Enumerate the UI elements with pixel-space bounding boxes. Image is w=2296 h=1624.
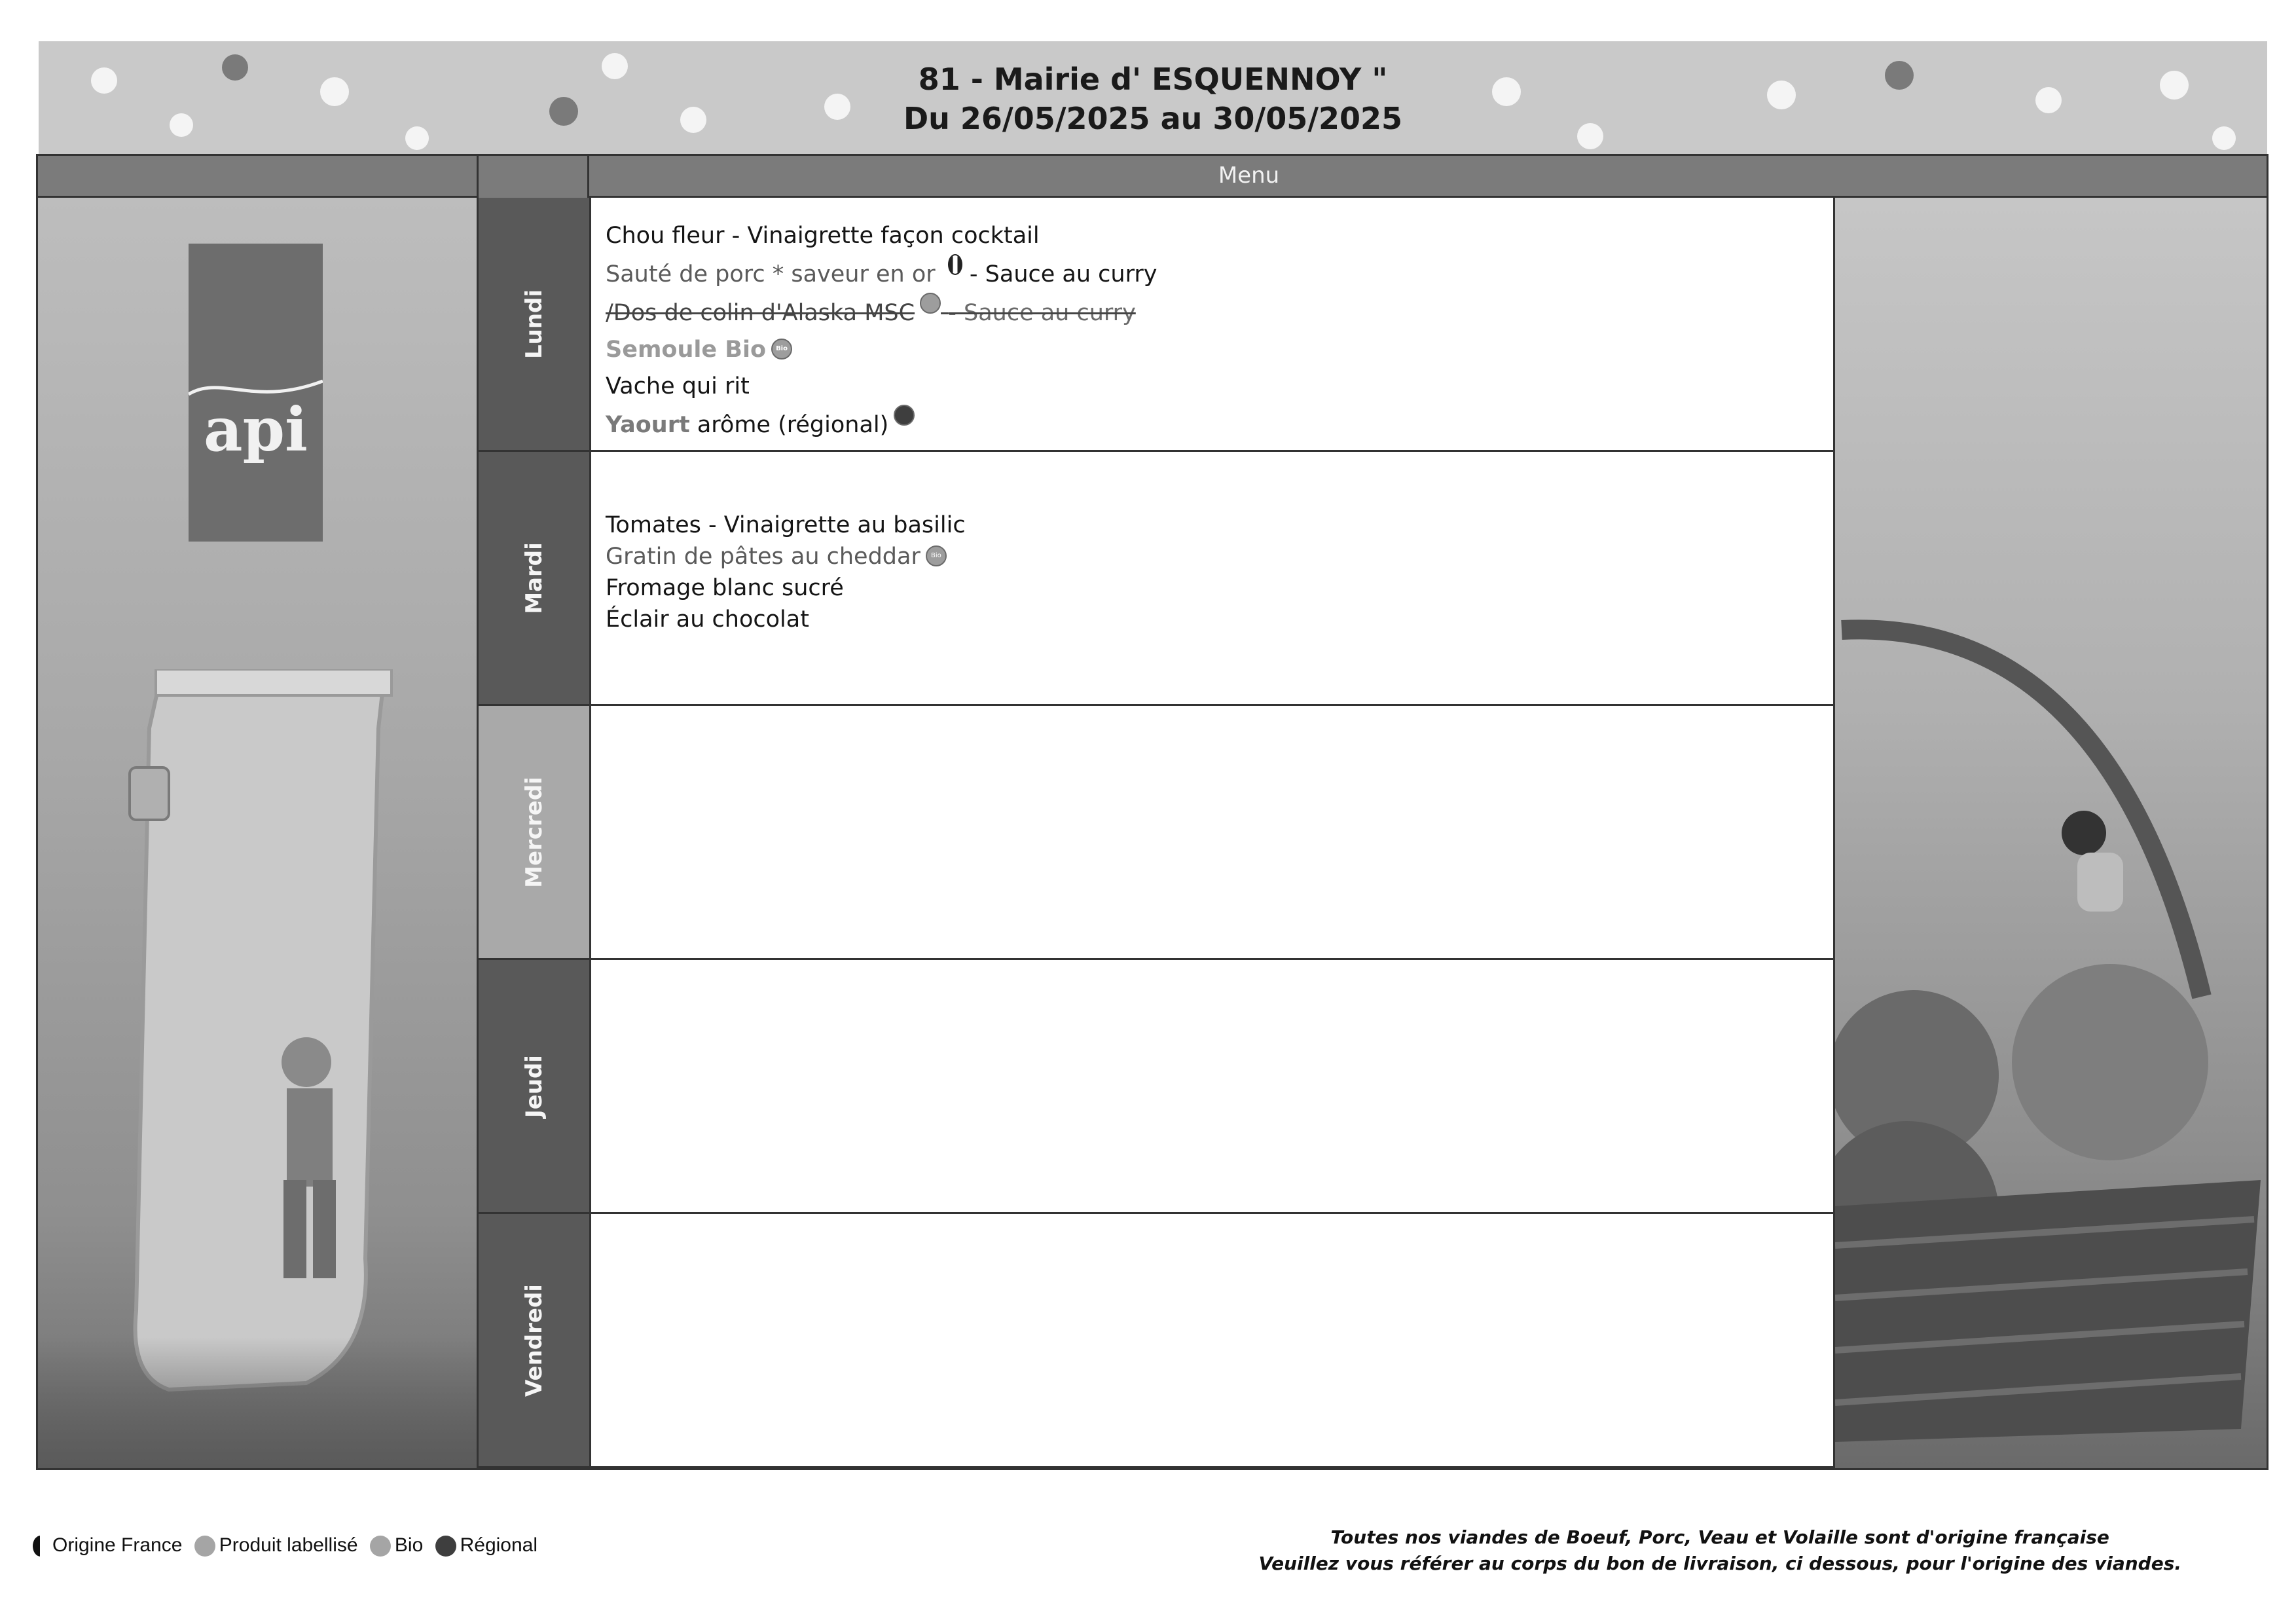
legend-label: Origine France: [52, 1534, 183, 1557]
menu-item-text: /Dos de colin d'Alaska MSC: [606, 300, 915, 326]
day-label: Mercredi: [520, 776, 547, 888]
menu-item-struck: [606, 293, 1157, 331]
menu-cell-jeudi: [589, 960, 1835, 1214]
title-block: [39, 60, 2267, 138]
menu-item-text: Sauté de porc * saveur en or: [606, 261, 936, 287]
menu-cell-lundi: [589, 198, 1835, 452]
bio-icon: Bio: [926, 545, 947, 566]
left-photo-panel: [38, 198, 477, 1468]
legend-bio: [370, 1534, 423, 1557]
menu-item: Chou fleur - Vinaigrette façon cocktail: [606, 223, 1040, 249]
apple-basket-illustration: [1835, 617, 2267, 1468]
notice-line: Toutes nos viandes de Boeuf, Porc, Veau et Volaille sont d'origine française: [1330, 1526, 2109, 1548]
legend-label: Bio: [394, 1534, 424, 1557]
notice-line: Veuillez vous référer au corps du bon de livraison, ci dessous, pour l'origine des viandes.: [1258, 1553, 2181, 1574]
bio-icon: [370, 1536, 391, 1557]
menu-item-text: Semoule Bio: [606, 337, 767, 363]
header-banner: [39, 41, 2267, 157]
bio-icon: Bio: [771, 339, 792, 360]
origine-france-icon: [33, 1536, 48, 1557]
menu-item: Vache qui rit: [606, 373, 750, 399]
label-icon: [920, 293, 941, 314]
menu-item: Éclair au chocolat: [606, 606, 809, 633]
origine-france-icon: [948, 254, 962, 275]
menu-items: [606, 509, 966, 635]
menu-item: Fromage blanc sucré: [606, 575, 844, 601]
menu-item: [606, 254, 1157, 293]
menu-cell-mercredi: [589, 706, 1835, 960]
day-label: Lundi: [520, 289, 547, 359]
day-cell-vendredi: [477, 1214, 589, 1468]
menu-item: [606, 331, 1157, 368]
grass-shadow: [38, 1337, 477, 1468]
day-label: Mardi: [520, 542, 547, 614]
day-column-header: [477, 156, 589, 198]
day-cell-mercredi: [477, 706, 589, 960]
menu-cell-vendredi: [589, 1214, 1835, 1468]
menu-frame: [36, 154, 2269, 1470]
date-range: Du 26/05/2025 au 30/05/2025: [903, 101, 1403, 136]
legend-label: Produit labellisé: [219, 1534, 358, 1557]
menu-item-sauce: - Sauce au curry: [948, 300, 1136, 326]
menu-item: Tomates - Vinaigrette au basilic: [606, 512, 966, 538]
day-cell-jeudi: [477, 960, 589, 1214]
menu-items: [606, 217, 1157, 443]
right-photo-panel: [1835, 198, 2267, 1468]
legend-origine-france: [33, 1534, 182, 1557]
menu-item-sauce: - Sauce au curry: [969, 261, 1157, 287]
day-label: Vendredi: [520, 1283, 547, 1397]
menu-header-bar: [38, 156, 2267, 198]
page-title: 81 - Mairie d' ESQUENNOY ": [918, 62, 1388, 97]
menu-item: [606, 405, 1157, 443]
menu-cell-mardi: [589, 452, 1835, 706]
boot-illustration: [90, 669, 431, 1416]
legend: [33, 1534, 544, 1557]
regional-icon: [435, 1536, 456, 1557]
menu-item-text: Gratin de pâtes au cheddar: [606, 544, 920, 570]
regional-icon: [894, 405, 915, 426]
legend-produit-labellise: [194, 1534, 358, 1557]
logo-text: api: [204, 394, 308, 465]
meat-origin-notice: [1258, 1524, 2181, 1577]
api-logo: [189, 244, 323, 542]
day-label: Jeudi: [520, 1054, 547, 1118]
menu-item: [606, 541, 966, 572]
menu-item-text: Yaourt: [606, 412, 690, 438]
label-icon: [194, 1536, 215, 1557]
menu-item-text: arôme (régional): [697, 412, 889, 438]
legend-regional: [435, 1534, 538, 1557]
legend-label: Régional: [460, 1534, 538, 1557]
day-cell-mardi: [477, 452, 589, 706]
day-cell-lundi: [477, 198, 589, 452]
menu-column-header: Menu: [1218, 162, 1280, 189]
